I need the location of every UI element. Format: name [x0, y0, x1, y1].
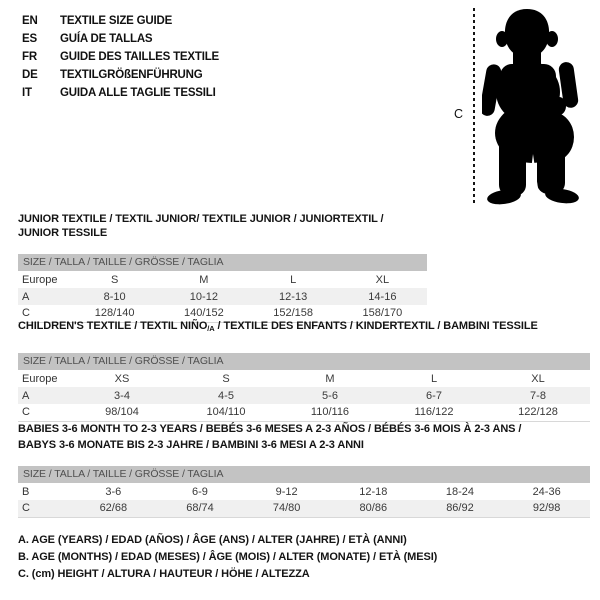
language-code: IT	[22, 87, 32, 99]
section-children	[18, 319, 590, 422]
table-cell: 98/104	[105, 406, 139, 419]
table-cell: XL	[375, 273, 390, 286]
table-cell: 24-36	[532, 485, 561, 498]
size-header-bar: SIZE / TALLA / TAILLE / GRÖSSE / TAGLIA	[18, 254, 427, 271]
legend-notes	[18, 532, 437, 583]
row-label: C	[22, 502, 30, 515]
size-table-junior	[18, 271, 427, 323]
table-row	[18, 288, 427, 305]
language-label: GUÍA DE TALLAS	[60, 33, 153, 45]
section-babies	[18, 421, 590, 518]
table-row	[18, 370, 590, 387]
size-header-bar: SIZE / TALLA / TAILLE / GRÖSSE / TAGLIA	[18, 353, 590, 370]
table-cell: 14-16	[368, 290, 397, 303]
section-title: JUNIOR TEXTILE / TEXTIL JUNIOR/ TEXTILE JUNIOR / JUNIORTEXTIL / JUNIOR TESSILE	[18, 213, 384, 239]
table-cell: 86/92	[446, 502, 474, 515]
row-label: A	[22, 389, 30, 402]
language-code: ES	[22, 33, 37, 45]
table-cell: L	[430, 372, 438, 385]
language-row-es	[22, 30, 219, 48]
table-row	[18, 271, 427, 288]
table-cell: 110/116	[310, 406, 350, 419]
table-cell: M	[199, 273, 209, 286]
table-cell: XS	[114, 372, 130, 385]
size-header-bar: SIZE / TALLA / TAILLE / GRÖSSE / TAGLIA	[18, 466, 590, 483]
table-row	[18, 483, 590, 500]
language-code: FR	[22, 51, 37, 63]
table-cell: 7-8	[530, 389, 546, 402]
table-cell: 12-18	[359, 485, 388, 498]
row-label: A	[22, 290, 30, 303]
table-cell: 10-12	[189, 290, 218, 303]
table-cell: 4-5	[218, 389, 234, 402]
language-row-en	[22, 12, 219, 30]
table-cell: 8-10	[103, 290, 126, 303]
table-cell: 18-24	[445, 485, 475, 498]
section-title	[18, 421, 590, 453]
section-junior	[18, 212, 427, 323]
language-row-it	[22, 84, 219, 102]
table-cell: 104/110	[206, 406, 246, 419]
table-cell: S	[110, 273, 119, 286]
language-code: DE	[22, 69, 38, 81]
legend-note-b: B. AGE (MONTHS) / EDAD (MESES) / ÂGE (MOIS) / ALTER (MONATE) / ETÀ (MESI)	[18, 551, 438, 563]
height-measure-dotted-line	[473, 8, 475, 205]
size-table-babies	[18, 483, 590, 518]
language-title-list	[22, 12, 219, 102]
table-cell: 122/128	[518, 406, 558, 419]
table-cell: 3-6	[105, 485, 122, 498]
section-title: CHILDREN'S TEXTILE / TEXTIL $NIÑO_{/A}$ / TEXTILE DES ENFANTS / KINDERTEXTIL / BAMBINI TESSILE	[18, 320, 538, 333]
section-title-line-1: BABIES 3-6 MONTH TO 2-3 YEARS / BEBÉS 3-6 MESES A 2-3 AÑOS / BÉBÉS 3-6 MOIS À 2-3 ANS /	[18, 423, 522, 435]
row-label: C	[22, 406, 30, 419]
table-cell: 128/140	[94, 307, 135, 320]
language-label: TEXTILGRÖßENFÜHRUNG	[60, 69, 203, 81]
size-table-children	[18, 370, 590, 422]
table-cell: M	[325, 372, 335, 385]
table-cell: L	[290, 273, 297, 286]
table-cell: 140/152	[183, 307, 224, 320]
table-row	[18, 500, 590, 517]
language-row-de	[22, 66, 219, 84]
row-label: B	[22, 485, 30, 498]
table-cell: 116/122	[414, 406, 454, 419]
table-cell: S	[222, 372, 230, 385]
table-cell: 152/158	[273, 307, 313, 320]
language-row-fr	[22, 48, 219, 66]
subscript-text: /A	[207, 324, 215, 333]
table-cell: XL	[531, 372, 545, 385]
table-cell: 12-13	[279, 290, 308, 303]
row-label: Europe	[22, 273, 58, 286]
table-cell: 92/98	[532, 502, 561, 515]
language-code: EN	[22, 15, 38, 27]
legend-note-c: C. (cm) HEIGHT / ALTURA / HAUTEUR / HÖHE / ALTEZZA	[18, 568, 310, 580]
legend-note-a: A. AGE (YEARS) / EDAD (AÑOS) / ÂGE (ANS) / ALTER (JAHRE) / ETÀ (ANNI)	[18, 534, 407, 546]
table-cell: 6-7	[426, 389, 442, 402]
table-row	[18, 387, 590, 404]
table-cell: 158/170	[362, 307, 403, 320]
table-cell: 68/74	[186, 502, 214, 515]
table-cell: 6-9	[192, 485, 208, 498]
table-cell: 9-12	[275, 485, 298, 498]
table-cell: 62/68	[99, 502, 128, 515]
table-cell: 74/80	[272, 502, 301, 515]
table-cell: 5-6	[322, 389, 338, 402]
language-label: GUIDE DES TAILLES TEXTILE	[60, 51, 219, 63]
baby-silhouette-icon	[482, 6, 594, 206]
section-title-line-2: BABYS 3-6 MONATE BIS 2-3 JAHRE / BAMBINI 3-6 MESI A 2-3 ANNI	[18, 439, 364, 451]
table-row	[18, 404, 590, 421]
row-label: C	[22, 307, 30, 320]
row-label: Europe	[22, 372, 58, 385]
language-label: TEXTILE SIZE GUIDE	[60, 15, 173, 27]
height-measure-label: C	[454, 107, 464, 121]
language-label: GUIDA ALLE TAGLIE TESSILI	[60, 87, 216, 99]
table-cell: 3-4	[114, 389, 130, 402]
table-cell: 80/86	[359, 502, 388, 515]
